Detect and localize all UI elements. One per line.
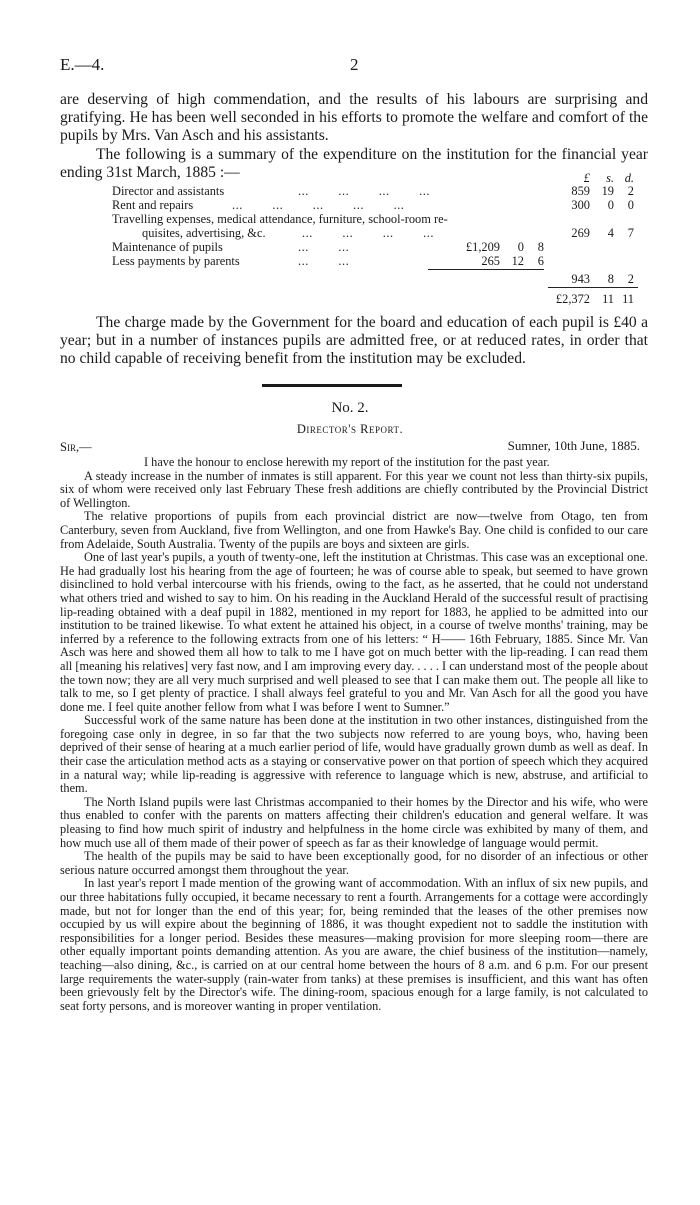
ledger-row [112, 184, 652, 198]
pence-header: d. [624, 171, 634, 185]
ledger-sub-pence: 6 [537, 254, 544, 268]
report-paragraph: In last year's report I made mention of the growing want of accommodation. With an influx of six new pupils, and our three habitations fully occupied, it became necessary to rent a fourth. Arrangements for a cottage were accordingly made, but not for longer than the end of this year; for, being reminded that the leases of the other premises now occupied by us will expire about the beginning of 1886, it was thought expedient not to saddle the institution with responsibilities for a longer period. Besides these measures—making provision for more sleeping room—there are other equally important points demanding attention. As you are aware, the chief business of the institution—namely, teaching—also dining, &c., is carried on at our central home between the hours of 8 a.m. and 6 p.m. For our present large requirements the water-supply (rain-water from tanks) at these premises is insufficient, and this want has often been grievously felt by the Director's wife. The dining-room, spacious enough for a large family, is not calculated to seat forty persons, and is moreover wanting in proper ventilation. [60, 876, 648, 1013]
section-number: No. 2. [331, 400, 369, 416]
ledger-label: Director and assistants [112, 184, 225, 198]
report-paragraph: The health of the pupils may be said to have been exceptionally good, for no disorder of an infectious or other serious nature occurred amongst them throughout the year. [60, 849, 648, 877]
ledger-pence: 7 [627, 226, 634, 240]
ledger-pounds: 859 [571, 184, 590, 198]
grand-total-shillings: 11 [602, 292, 614, 306]
leader-dots: ... ... ... ... [298, 184, 430, 198]
report-paragraph: Successful work of the same nature has been done at the institution in two other instances, distinguished from the foregoing case only in degree, in so far that the two subjects now referred to are young boys, who, having been deprived of their sense of hearing at a much earlier period of life, would have gradually grown dumb as well as deaf. In their case the articulation method acts as a staying or conservative power on that portion of speech which they acquired in a natural way; while lip-reading is aggressive with reference to language which is new, abstruse, and artificial to them. [60, 713, 648, 796]
expenditure-ledger [112, 171, 652, 309]
ledger-pounds: 943 [571, 272, 590, 286]
ledger-sub-pounds: 265 [481, 254, 500, 268]
ledger-label: Maintenance of pupils [112, 240, 223, 254]
ledger-sub-shillings: 0 [517, 240, 524, 254]
place-date: Sumner, 10th June, 1885. [507, 438, 640, 453]
leader-dots: ... ... ... ... [302, 226, 434, 240]
ledger-pence: 0 [627, 198, 634, 212]
ledger-shillings: 4 [607, 226, 614, 240]
ledger-currency-header [112, 171, 652, 185]
subtotal-rule [428, 269, 544, 270]
intro-paragraph-2: The following is a summary of the expenditure on the institution for the financial year ending 31st March, 1885 :— [60, 145, 648, 181]
ledger-sub-shillings: 12 [511, 254, 524, 268]
ledger-row [112, 254, 652, 268]
grand-total-pence: 11 [622, 292, 634, 306]
report-paragraph: The relative proportions of pupils from each provincial district are now—twelve from Otago, ten from Canterbury, seven from Auckland, five from Wellington, and one from Hawke's Bay. One child is confided to our care from Adelaide, South Australia. Twenty of the pupils are boys and sixteen are girls. [60, 509, 648, 551]
ledger-label: Travelling expenses, medical attendance, furniture, school-room re- [112, 212, 448, 226]
ledger-pounds: 269 [571, 226, 590, 240]
report-paragraph: I have the honour to enclose herewith my report of the institution for the past year. [144, 455, 550, 469]
ledger-row [112, 272, 652, 286]
ledger-pence: 2 [627, 184, 634, 198]
intro-paragraph-1: are deserving of high commendation, and the results of his labours are surprising and gratifying. He has been well seconded in his efforts to promote the welfare and comfort of the pupils by Mrs. Van Asch and his assistants. [60, 91, 648, 145]
charge-paragraph: The charge made by the Government for the board and education of each pupil is £40 a year; but in a number of instances pupils are admitted free, or at reduced rates, in order that no child capable of receiving benefit from the institution may be excluded. [60, 314, 648, 368]
report-body [60, 456, 648, 1013]
ledger-row [112, 212, 652, 226]
ledger-label: Less payments by parents [112, 254, 240, 268]
page-header: E.—4. 2 [60, 55, 359, 74]
report-paragraph: One of last year's pupils, a youth of twenty-one, left the institution at Christmas. This case was an exceptional one. He had gradually lost his hearing from the age of fourteen; he was of course able to speak, but seemed to have grown disinclined to hold verbal intercourse with his friends, owing to the fact, as he asserted, that he could not understand what others tried and wished to say to him. On his reading in the Auckland Herald of the successful result of practising lip-reading obtained with a deaf pupil in 1882, mentioned in my report for 1883, he applied to be admitted into our institution to be trained likewise. To what extent he attained his object, in a course of twelve months' training, may be inferred by a reference to the following extracts from one of his letters: “ H—— 16th February, 1885. Since Mr. Van Asch was here and showed them all how to talk to me I have got on much better with the lip-reading. I can read them all [meaning his relatives] very fast now, and I am improving every day. . . . . I can understand most of the people about the town now; they are all very much surprised and well pleased to see that I can make them out. The people all like to talk to me, so I get plenty of practice. I shall always feel grateful to you and Mr. Van Asch for all the good you have done me. I feel quite another fellow from what I was before I went to Sumner.” [60, 550, 648, 714]
ledger-row [112, 198, 652, 212]
ledger-row [112, 240, 652, 254]
total-rule [548, 287, 638, 288]
ledger-label: quisites, advertising, &c. [142, 226, 266, 240]
ledger-shillings: 8 [607, 272, 614, 286]
salutation: Sir,— [60, 440, 92, 454]
section-separator [262, 384, 402, 387]
report-paragraph: A steady increase in the number of inmates is still apparent. For this year we count not less than thirty-six pupils, six of whom were received only last February These fresh additions are chiefly contributed by the Provincial District of Wellington. [60, 468, 648, 510]
leader-dots: ... ... [298, 254, 350, 268]
ledger-pounds: 300 [571, 198, 590, 212]
ledger-grand-total [112, 292, 652, 306]
document-reference: E.—4. [60, 55, 105, 74]
ledger-shillings: 0 [607, 198, 614, 212]
leader-dots: ... ... [298, 240, 350, 254]
leader-dots: ... ... ... ... ... [232, 198, 405, 212]
grand-total-pounds: £2,372 [555, 292, 590, 306]
section-title: Director's Report. [296, 422, 404, 436]
ledger-label: Rent and repairs [112, 198, 194, 212]
ledger-shillings: 19 [601, 184, 614, 198]
shilling-header: s. [606, 171, 614, 185]
intro-text [60, 91, 648, 182]
ledger-sub-pence: 8 [537, 240, 544, 254]
ledger-sub-pounds: £1,209 [465, 240, 500, 254]
charge-paragraph-block [60, 314, 648, 369]
ledger-pence: 2 [627, 272, 634, 286]
report-paragraph: The North Island pupils were last Christmas accompanied to their homes by the Director and his wife, who were thus enabled to confer with the parents on matters affecting their children's education and general welfare. It was pleasing to find how much spirit of industry and helpfulness in the home circle was exhibited by many of them, and how much use all of them made of their power of speech as far as their knowledge of language would permit. [60, 794, 648, 850]
pound-header: £ [583, 171, 590, 185]
ledger-row [112, 226, 652, 240]
